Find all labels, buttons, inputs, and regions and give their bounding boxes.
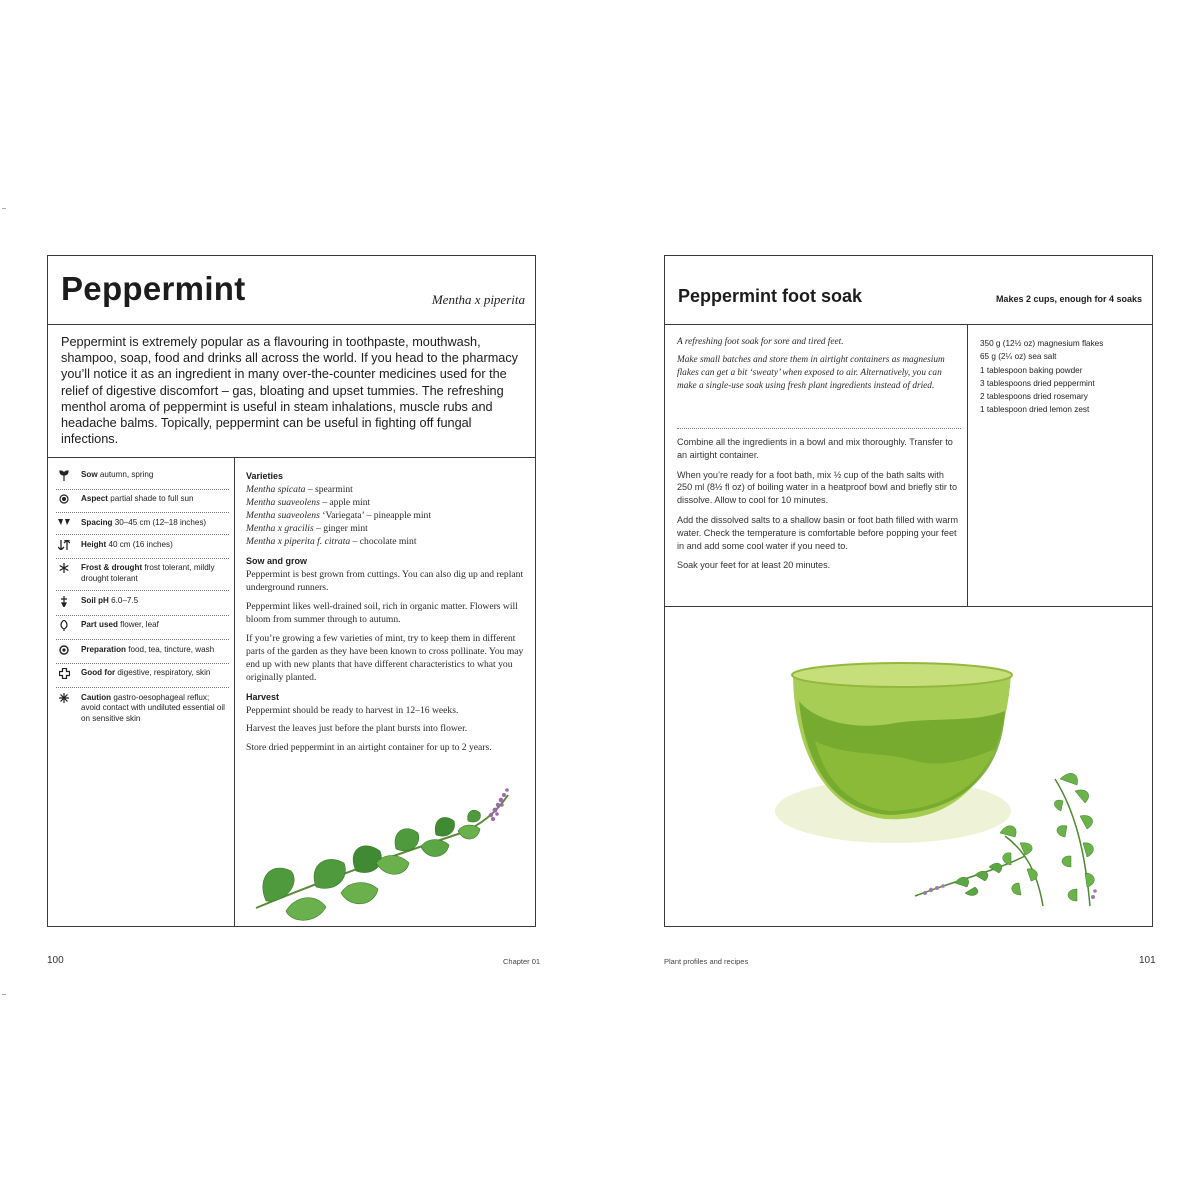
- height-icon: [56, 540, 72, 552]
- variety-item: Mentha suaveolens ‘Variegata’ – pineapple mint: [246, 509, 431, 521]
- harvest-heading: Harvest: [246, 691, 280, 702]
- foot-soak-bowl-illustration: [775, 661, 1145, 926]
- profile-header: [48, 256, 535, 325]
- recipe-method: [677, 436, 961, 579]
- mint-sprig-illustration: [246, 783, 536, 928]
- ingredients-list: [980, 337, 1145, 417]
- ingredient-item: 350 g (12½ oz) magnesium flakes: [980, 339, 1104, 348]
- fact-label: Sow: [81, 469, 98, 479]
- varieties-heading: Varieties: [246, 471, 284, 481]
- fact-caution: [56, 688, 229, 730]
- fact-label: Caution: [81, 692, 112, 702]
- intro-paragraph: Peppermint is extremely popular as a flavouring in toothpaste, mouthwash, shampoo, soap, food and drinks all across the world. If you head to the pharmacy you’ll notice it as an ingredient in many over-the-counter medicines used for the relief of digestive discomfort – gas, bloating and upset tummies. The refreshing menthol aroma of peppermint is useful in steam inhalations, muscle rubs and headache balms. Topically, peppermint can be useful in fighting off fungal infections.: [61, 335, 519, 447]
- ingredient-item: 1 tablespoon baking powder: [980, 365, 1083, 375]
- ingredient-item: 3 tablespoons dried peppermint: [980, 378, 1095, 388]
- variety-item: Mentha x piperita f. citrata – chocolate mint: [246, 535, 417, 547]
- fact-value: frost tolerant, mildly drought tolerant: [81, 563, 215, 583]
- fact-spacing: [56, 513, 229, 535]
- sow-paragraph: Peppermint likes well-drained soil, rich in organic matter. Flowers will bloom from summer through to autumn.: [246, 601, 518, 626]
- sow-paragraph: If you’re growing a few varieties of mint, try to keep them in different parts of the garden as they have been known to cross pollinate. You may end up with new plants that have different characteristics to what you originally planted.: [246, 632, 524, 683]
- column-divider: [234, 458, 235, 926]
- harvest-paragraph: Store dried peppermint in an airtight container for up to 2 years.: [246, 742, 492, 754]
- growing-facts: [56, 465, 229, 730]
- sow-paragraph: Peppermint is best grown from cuttings. You can also dig up and replant underground runners.: [246, 569, 524, 594]
- fact-value: food, tea, tincture, wash: [128, 644, 215, 654]
- fact-value: gastro-oesophageal reflux; avoid contact with undiluted essential oil on sensitive skin: [81, 692, 225, 723]
- harvest-paragraph: Peppermint should be ready to harvest in 12–16 weeks.: [246, 704, 459, 716]
- fact-label: Spacing: [81, 517, 113, 527]
- variety-item: Mentha x gracilis – ginger mint: [246, 522, 368, 534]
- latin-name: Mentha x piperita: [431, 292, 525, 307]
- fact-value: flower, leaf: [120, 620, 159, 629]
- fact-label: Height: [81, 539, 107, 549]
- preparation-icon: [56, 645, 72, 657]
- page-title: Peppermint: [61, 270, 246, 307]
- method-step: Add the dissolved salts to a shallow basin or foot bath filled with warm water. Check the temperature is comfortable before popping your feet in and add some cool water if you need to.: [677, 514, 959, 551]
- harvest-paragraph: Harvest the leaves just before the plant bursts into flower.: [246, 723, 468, 735]
- caution-icon: [56, 693, 72, 705]
- fact-frost-drought: [56, 559, 229, 592]
- fact-label: Aspect: [81, 494, 108, 503]
- fact-label: Preparation: [81, 644, 126, 654]
- variety-item: Mentha spicata – spearmint: [246, 483, 353, 495]
- recipe-intro: [677, 336, 959, 398]
- right-page: [664, 255, 1153, 927]
- intro-paragraph: Make small batches and store them in airtight containers as magnesium flakes can get a bit ‘sweaty’ when exposed to air. Alternatively, you can make a single-use soak using fresh plant ingredients instead of dried.: [677, 355, 945, 391]
- aspect-icon: [56, 494, 72, 506]
- ingredient-item: 1 tablespoon dried lemon zest: [980, 405, 1090, 415]
- running-head-left: Chapter 01: [503, 957, 541, 966]
- fact-soil-ph: [56, 591, 229, 616]
- fact-value: autumn, spring: [99, 469, 154, 479]
- good-for-icon: [56, 668, 72, 681]
- sow-grow-heading: Sow and grow: [246, 556, 308, 567]
- fact-label: Good for: [81, 668, 116, 677]
- fact-value: partial shade to full sun: [110, 494, 194, 503]
- profile-body: [48, 458, 535, 926]
- method-step: Soak your feet for at least 20 minutes.: [677, 560, 831, 571]
- dotted-divider: [677, 428, 961, 429]
- recipe-title: Peppermint foot soak: [678, 286, 863, 306]
- fact-value: digestive, respiratory, skin: [117, 668, 211, 677]
- column-divider: [967, 324, 968, 606]
- left-page: [47, 255, 536, 927]
- fact-value: 6.0–7.5: [111, 595, 139, 605]
- method-step: Combine all the ingredients in a bowl and mix thoroughly. Transfer to an airtight container.: [677, 437, 953, 460]
- recipe-yield: Makes 2 cups, enough for 4 soaks: [995, 294, 1142, 304]
- frost-icon: [56, 563, 72, 575]
- sow-icon: [56, 470, 72, 483]
- fact-sow: [56, 465, 229, 490]
- running-head-right: Plant profiles and recipes: [664, 957, 749, 966]
- ingredient-item: 2 tablespoons dried rosemary: [980, 392, 1088, 402]
- varieties-list: [246, 484, 531, 549]
- page-number-right: 101: [1139, 955, 1156, 966]
- recipe-header: [665, 256, 1152, 325]
- recipe-body: [665, 324, 1152, 607]
- ingredient-item: 65 g (2¼ oz) sea salt: [980, 352, 1057, 362]
- spacing-icon: [56, 518, 72, 528]
- fact-label: Part used: [81, 620, 118, 629]
- intro-paragraph: A refreshing foot soak for sore and tired feet.: [677, 337, 844, 347]
- part-used-icon: [56, 620, 72, 633]
- profile-text: [246, 470, 531, 761]
- fact-label: Frost & drought: [81, 563, 143, 572]
- method-step: When you’re ready for a foot bath, mix ½ cup of the bath salts with 250 ml (8½ fl oz) of boiling water in a heatproof bowl and briefly stir to dissolve. Allow to cool for 10 minutes.: [677, 469, 958, 506]
- fact-value: 30–45 cm (12–18 inches): [114, 517, 207, 527]
- fact-good-for: [56, 664, 229, 689]
- fact-preparation: [56, 640, 229, 664]
- page-number-left: 100: [47, 955, 64, 966]
- edge-mark: [2, 208, 6, 209]
- soil-ph-icon: [56, 596, 72, 609]
- fact-part-used: [56, 616, 229, 641]
- fact-aspect: [56, 490, 229, 514]
- variety-item: Mentha suaveolens – apple mint: [246, 496, 371, 508]
- fact-value: 40 cm (16 inches): [108, 539, 173, 549]
- fact-label: Soil pH: [81, 595, 109, 605]
- edge-mark: [2, 994, 6, 995]
- fact-height: [56, 535, 229, 559]
